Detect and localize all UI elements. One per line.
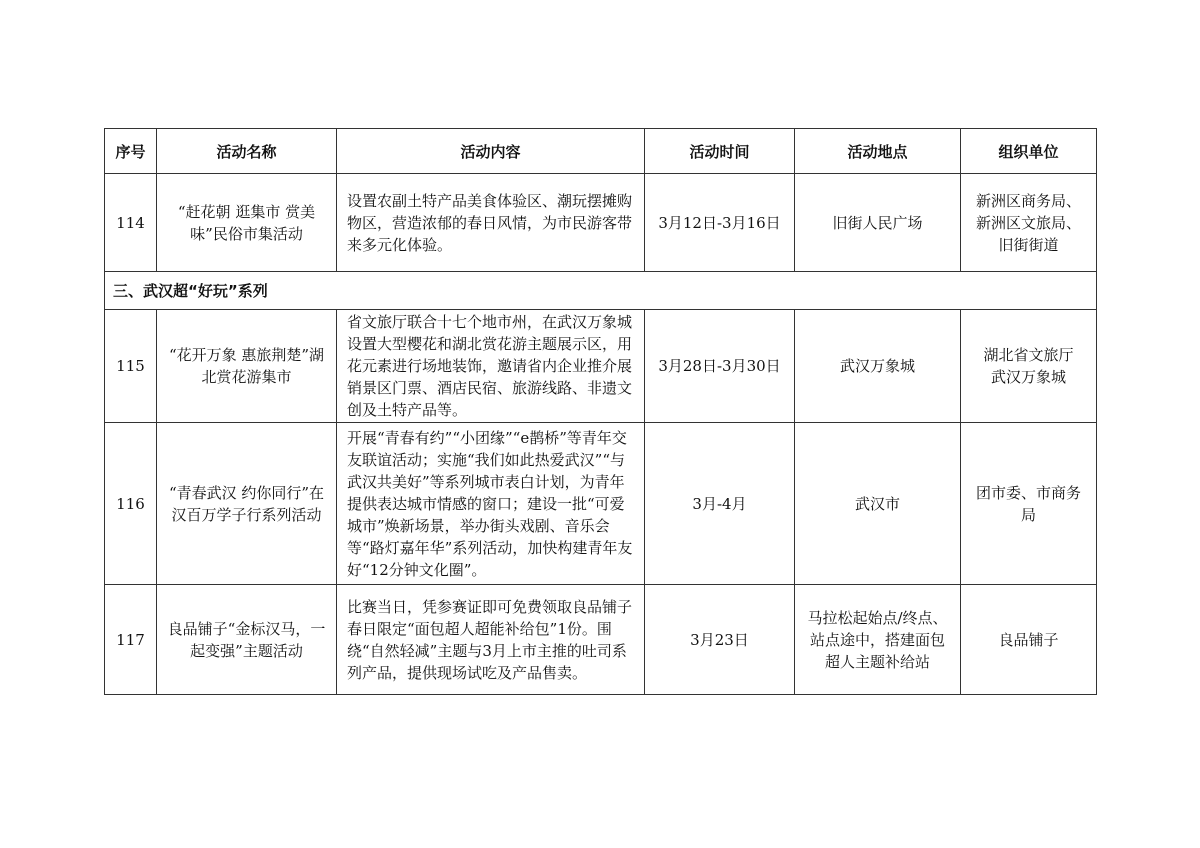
header-no: 序号 (105, 129, 157, 174)
table-header-row (105, 129, 1097, 174)
row-content: 开展“青春有约”“小团缘”“e鹊桥”等青年交友联谊活动；实施“我们如此热爱武汉”“与武汉共美好”等系列城市表白计划，为青年提供表达城市情感的窗口；建设一批“可爱城市”焕新场景，举办街头戏剧、音乐会等“路灯嘉年华”系列活动，加快构建青年友好“12分钟文化圈”。 (337, 423, 645, 585)
section-title: 三、武汉超“好玩”系列 (105, 272, 1097, 310)
row-org: 新洲区商务局、新洲区文旅局、旧街街道 (961, 174, 1097, 272)
header-name: 活动名称 (157, 129, 337, 174)
row-place: 武汉万象城 (795, 310, 961, 423)
header-place: 活动地点 (795, 129, 961, 174)
row-place: 旧街人民广场 (795, 174, 961, 272)
row-org: 团市委、市商务局 (961, 423, 1097, 585)
row-content: 设置农副土特产品美食体验区、潮玩摆摊购物区，营造浓郁的春日风情，为市民游客带来多元化体验。 (337, 174, 645, 272)
table-row (105, 174, 1097, 272)
table-row (105, 585, 1097, 695)
row-no: 117 (105, 585, 157, 695)
row-time: 3月-4月 (645, 423, 795, 585)
header-time: 活动时间 (645, 129, 795, 174)
row-content: 比赛当日，凭参赛证即可免费领取良品铺子春日限定“面包超人超能补给包”1份。围绕“自然轻减”主题与3月上市主推的吐司系列产品，提供现场试吃及产品售卖。 (337, 585, 645, 695)
row-no: 115 (105, 310, 157, 423)
row-place: 马拉松起始点/终点、站点途中，搭建面包超人主题补给站 (795, 585, 961, 695)
activity-table (104, 128, 1097, 695)
row-no: 116 (105, 423, 157, 585)
header-org: 组织单位 (961, 129, 1097, 174)
row-name: 良品铺子“金标汉马，一起变强”主题活动 (157, 585, 337, 695)
header-content: 活动内容 (337, 129, 645, 174)
row-no: 114 (105, 174, 157, 272)
row-place: 武汉市 (795, 423, 961, 585)
section-row (105, 272, 1097, 310)
table-row (105, 423, 1097, 585)
row-content: 省文旅厅联合十七个地市州，在武汉万象城设置大型樱花和湖北赏花游主题展示区，用花元素进行场地装饰，邀请省内企业推介展销景区门票、酒店民宿、旅游线路、非遗文创及土特产品等。 (337, 310, 645, 423)
row-name: “赶花朝 逛集市 赏美味”民俗市集活动 (157, 174, 337, 272)
row-org: 湖北省文旅厅 武汉万象城 (961, 310, 1097, 423)
row-org: 良品铺子 (961, 585, 1097, 695)
row-time: 3月28日-3月30日 (645, 310, 795, 423)
row-time: 3月23日 (645, 585, 795, 695)
table-row (105, 310, 1097, 423)
row-name: “花开万象 惠旅荆楚”湖北赏花游集市 (157, 310, 337, 423)
row-name: “青春武汉 约你同行”在汉百万学子行系列活动 (157, 423, 337, 585)
row-time: 3月12日-3月16日 (645, 174, 795, 272)
